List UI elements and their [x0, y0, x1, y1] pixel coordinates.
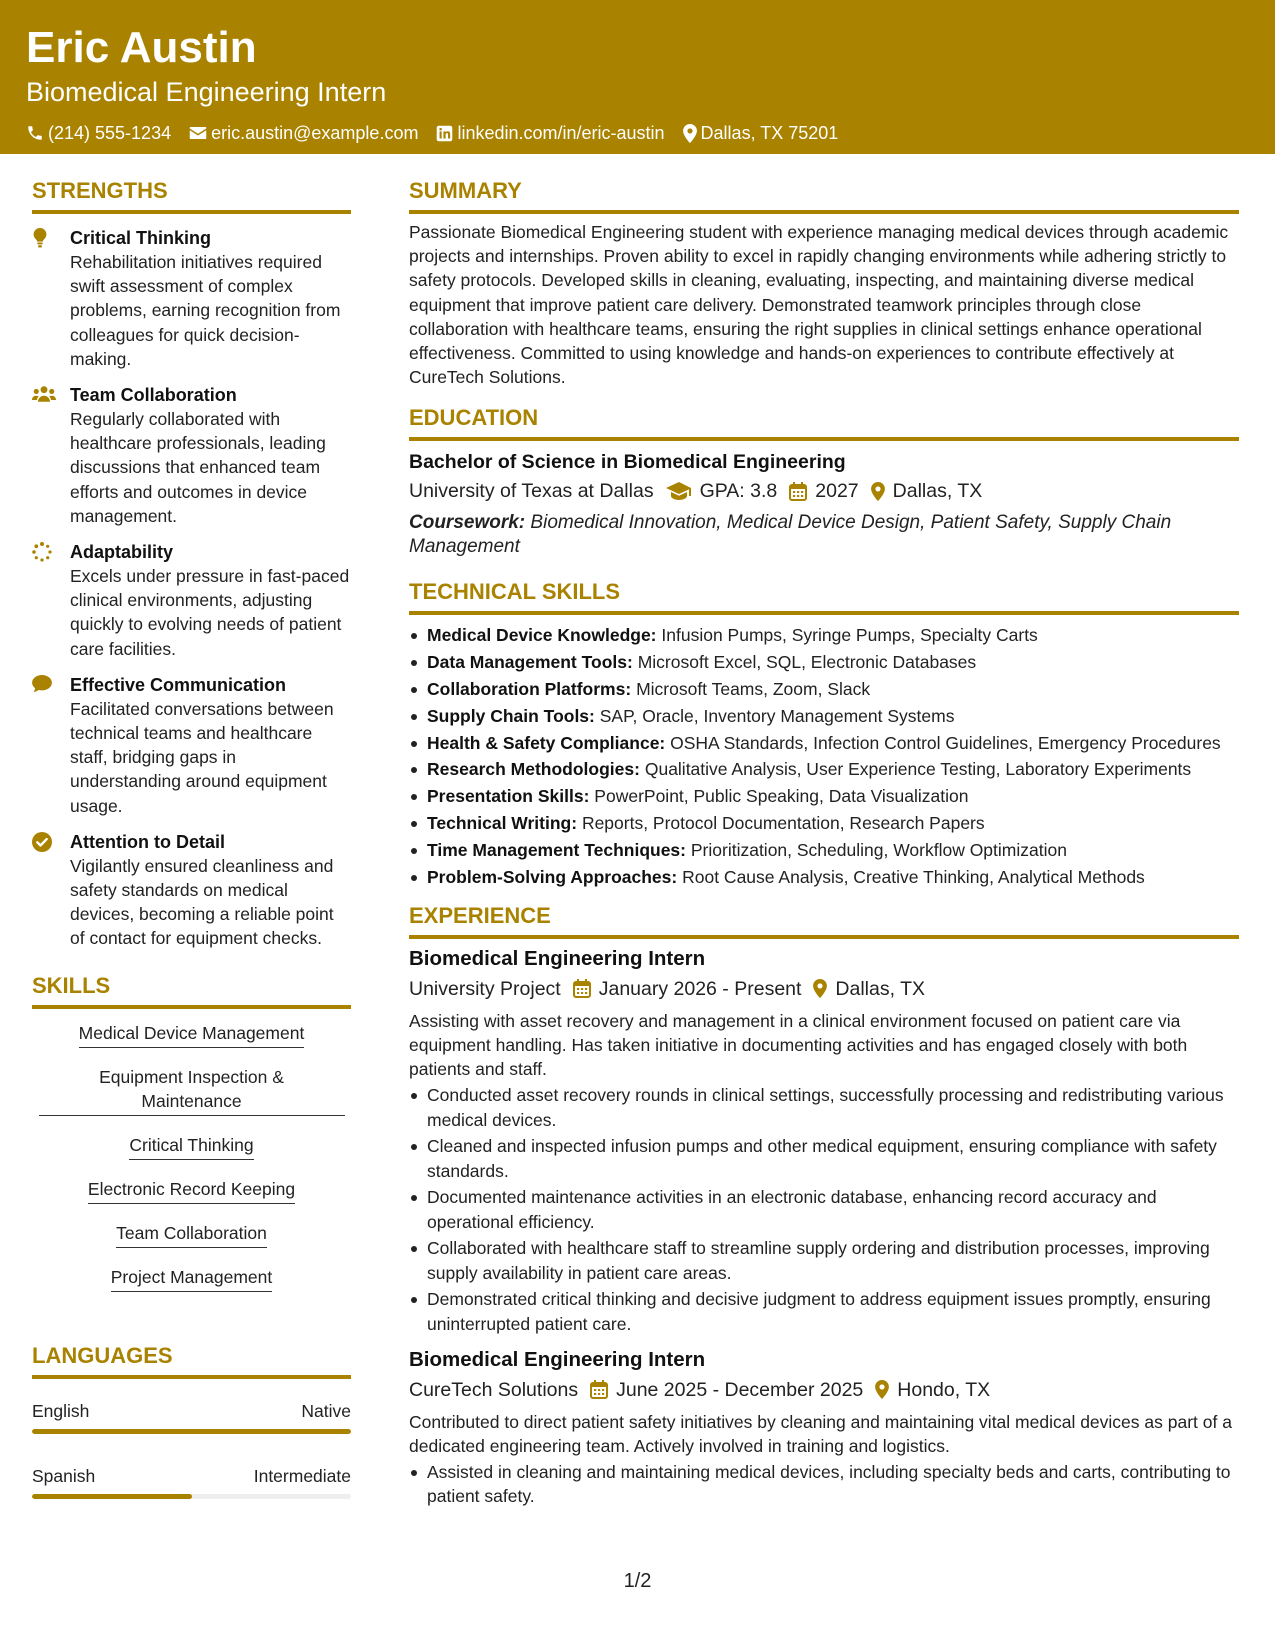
job-meta	[409, 975, 1239, 1003]
strength-title: Effective Communication	[70, 674, 287, 695]
list-item	[409, 650, 1239, 674]
job-location-group	[875, 1376, 990, 1404]
calendar-icon	[573, 979, 591, 998]
education-degree: Bachelor of Science in Biomedical Engineering	[409, 451, 846, 474]
skill-label: Research Methodologies:	[427, 759, 640, 780]
strength-title: Adaptability	[70, 542, 174, 563]
contact-linkedin[interactable]	[436, 123, 664, 144]
strength-desc: Regularly collaborated with healthcare professionals, leading discussions that enhanced team efforts and outcomes in device management.	[70, 409, 326, 526]
job-entry	[409, 1346, 1239, 1509]
list-item: Collaborated with healthcare staff to streamline supply ordering and distribution processes, improving supply availability in patient care areas.	[409, 1236, 1239, 1284]
candidate-name: Eric Austin	[26, 23, 257, 72]
job-dates: January 2026 - Present	[598, 977, 802, 1000]
strength-item	[32, 673, 351, 818]
education-gpa-group	[666, 477, 778, 505]
linkedin-icon	[436, 125, 453, 142]
strength-item	[32, 540, 351, 661]
strength-desc: Excels under pressure in fast-paced clinical environments, adjusting quickly to evolving needs of patient care facilities.	[70, 566, 350, 659]
job-location: Hondo, TX	[897, 1378, 991, 1401]
map-pin-icon	[813, 979, 827, 998]
strength-title: Critical Thinking	[70, 228, 212, 248]
map-pin-icon	[875, 1380, 889, 1399]
job-entry	[409, 945, 1239, 1336]
job-bullets	[409, 1083, 1239, 1335]
coursework-label: Coursework:	[409, 512, 526, 534]
list-item	[409, 811, 1239, 835]
skill-value: Qualitative Analysis, User Experience Testing, Laboratory Experiments	[644, 759, 1192, 780]
phone-icon	[26, 124, 44, 142]
job-bullets	[409, 1460, 1239, 1508]
skills-list	[32, 1021, 351, 1309]
page-number: 1/2	[623, 1570, 652, 1592]
language-level: Intermediate	[253, 1465, 351, 1486]
list-item: Documented maintenance activities in an electronic database, enhancing record accuracy and operational efficiency.	[409, 1185, 1239, 1233]
skill-value: OSHA Standards, Infection Control Guidelines, Emergency Procedures	[670, 732, 1221, 753]
skill-label: Supply Chain Tools:	[427, 705, 595, 726]
job-location-group	[813, 975, 925, 1003]
language-item	[32, 1399, 351, 1434]
language-name: English	[32, 1400, 90, 1421]
languages-heading: LANGUAGES	[32, 1341, 351, 1379]
job-company: CureTech Solutions	[409, 1378, 579, 1401]
left-column	[32, 176, 351, 1529]
strength-item	[32, 830, 351, 951]
language-proficiency-bar	[32, 1494, 351, 1499]
education-location-group	[871, 477, 983, 505]
skill-label: Collaboration Platforms:	[427, 679, 632, 700]
strength-item	[32, 226, 351, 371]
education-year: 2027	[815, 480, 859, 503]
education-year-group	[789, 477, 858, 505]
summary-text: Passionate Biomedical Engineering student with experience managing medical devices through academic projects and internships. Proven ability to excel in rapidly changing environments while adhering strictly to safety protocols. Developed skills in cleaning, evaluating, inspecting, and maintaining diverse medical equipment that improve patient care delivery. Demonstrated teamwork principles through close collaboration with healthcare teams, ensuring the right supplies in clinical settings enhance operational effectiveness. Committed to using knowledge and hands-on experiences to contribute effectively at CureTech Solutions.	[409, 222, 1229, 388]
spinner-icon	[32, 542, 52, 562]
skill-value: PowerPoint, Public Speaking, Data Visualization	[594, 786, 969, 807]
skill-label: Data Management Tools:	[427, 652, 633, 673]
skills-heading: SKILLS	[32, 971, 351, 1009]
summary-heading: SUMMARY	[409, 176, 1239, 214]
skill-value: Root Cause Analysis, Creative Thinking, Analytical Methods	[682, 866, 1145, 887]
map-pin-icon	[871, 482, 885, 501]
contact-location	[683, 123, 839, 144]
job-dates-group	[573, 975, 802, 1003]
list-item	[409, 784, 1239, 808]
list-item	[409, 757, 1239, 781]
list-item: Assisted in cleaning and maintaining medical devices, including specialty beds and carts, contributing to patient safety.	[409, 1460, 1239, 1508]
skill-tag: Team Collaboration	[116, 1221, 267, 1248]
skill-tag: Equipment Inspection & Maintenance	[39, 1065, 345, 1116]
skill-tag: Critical Thinking	[129, 1133, 253, 1160]
calendar-icon	[590, 1380, 608, 1399]
check-circle-icon	[32, 832, 52, 852]
skill-label: Presentation Skills:	[427, 786, 590, 807]
job-company: University Project	[409, 977, 561, 1000]
strength-desc: Facilitated conversations between technical teams and healthcare staff, bridging gaps in understanding around equipment usage.	[70, 698, 334, 816]
list-item	[409, 731, 1239, 755]
skill-value: Prioritization, Scheduling, Workflow Optimization	[690, 839, 1067, 860]
list-item	[409, 865, 1239, 889]
job-summary: Contributed to direct patient safety initiatives by cleaning and maintaining vital medical devices as part of a dedicated engineering team. Actively involved in training and logistics.	[409, 1411, 1232, 1457]
education-coursework	[409, 511, 1239, 559]
email-link[interactable]: eric.austin@example.com	[211, 122, 419, 143]
education-heading: EDUCATION	[409, 403, 1239, 441]
resume-header	[0, 0, 1275, 154]
strengths-heading: STRENGTHS	[32, 176, 351, 214]
language-proficiency-bar	[32, 1429, 351, 1434]
location-text: Dallas, TX 75201	[700, 122, 839, 143]
job-dates-group	[590, 1376, 863, 1404]
contact-email[interactable]	[189, 123, 418, 144]
technical-skills-heading: TECHNICAL SKILLS	[409, 577, 1239, 615]
language-level: Native	[301, 1400, 351, 1421]
language-proficiency-fill	[32, 1429, 351, 1434]
contact-phone	[26, 123, 171, 144]
skill-label: Technical Writing:	[427, 813, 578, 833]
skill-value: Microsoft Excel, SQL, Electronic Databases	[637, 652, 977, 673]
job-title: Biomedical Engineering Intern	[409, 946, 706, 970]
skill-tag: Project Management	[111, 1265, 272, 1292]
list-item	[409, 704, 1239, 728]
education-meta	[409, 477, 1239, 505]
linkedin-link[interactable]: linkedin.com/in/eric-austin	[457, 122, 665, 143]
list-item	[409, 677, 1239, 701]
languages-list	[32, 1399, 351, 1499]
lightbulb-icon	[32, 228, 48, 248]
education-gpa: GPA: 3.8	[699, 480, 778, 503]
skill-label: Health & Safety Compliance:	[427, 732, 666, 753]
skill-label: Problem-Solving Approaches:	[427, 866, 678, 887]
language-item	[32, 1464, 351, 1499]
phone-text: (214) 555-1234	[48, 122, 172, 143]
list-item: Conducted asset recovery rounds in clinical settings, successfully processing and redistributing various medical devices.	[409, 1083, 1239, 1131]
language-proficiency-fill	[32, 1494, 192, 1499]
education-school: University of Texas at Dallas	[409, 480, 654, 503]
calendar-icon	[789, 482, 807, 501]
list-item	[409, 623, 1239, 647]
job-location: Dallas, TX	[835, 977, 926, 1000]
right-column	[409, 176, 1239, 1511]
experience-heading: EXPERIENCE	[409, 901, 1239, 939]
map-pin-icon	[683, 124, 697, 143]
strength-desc: Rehabilitation initiatives required swift assessment of complex problems, earning recognition from colleagues for quick decision-making.	[70, 252, 341, 369]
strength-title: Attention to Detail	[70, 831, 225, 852]
job-meta	[409, 1376, 1239, 1404]
list-item: Cleaned and inspected infusion pumps and other medical equipment, ensuring compliance with safety standards.	[409, 1134, 1239, 1182]
skill-value: Microsoft Teams, Zoom, Slack	[636, 679, 871, 700]
list-item: Demonstrated critical thinking and decisive judgment to address equipment issues promptly, ensuring uninterrupted patient care.	[409, 1287, 1239, 1335]
candidate-title: Biomedical Engineering Intern	[26, 77, 387, 107]
contact-bar	[26, 121, 1249, 145]
comment-icon	[32, 675, 52, 693]
skill-value: Reports, Protocol Documentation, Research Papers	[581, 813, 985, 833]
strength-desc: Vigilantly ensured cleanliness and safety standards on medical devices, becoming a reliable point of contact for equipment checks.	[70, 855, 334, 949]
skill-value: Infusion Pumps, Syringe Pumps, Specialty Carts	[661, 625, 1038, 646]
skill-tag: Electronic Record Keeping	[88, 1177, 295, 1204]
users-icon	[32, 385, 56, 403]
skill-tag: Medical Device Management	[79, 1021, 305, 1048]
language-name: Spanish	[32, 1465, 96, 1486]
strength-title: Team Collaboration	[70, 385, 237, 406]
list-item	[409, 838, 1239, 862]
education-location: Dallas, TX	[892, 480, 983, 503]
job-title: Biomedical Engineering Intern	[409, 1347, 706, 1371]
skill-label: Medical Device Knowledge:	[427, 625, 657, 646]
coursework-text: Biomedical Innovation, Medical Device Design, Patient Safety, Supply Chain Management	[409, 512, 1172, 558]
strength-item	[32, 383, 351, 528]
skill-value: SAP, Oracle, Inventory Management Systems	[599, 705, 955, 726]
job-summary: Assisting with asset recovery and management in a clinical environment focused on patient care via equipment handling. Has taken initiative in documenting activities and has engaged closely with both patients and staff.	[409, 1010, 1188, 1080]
job-dates: June 2025 - December 2025	[616, 1378, 864, 1401]
envelope-icon	[189, 125, 207, 141]
skill-label: Time Management Techniques:	[427, 839, 686, 860]
technical-skills-list	[409, 623, 1239, 888]
graduation-cap-icon	[666, 482, 692, 500]
